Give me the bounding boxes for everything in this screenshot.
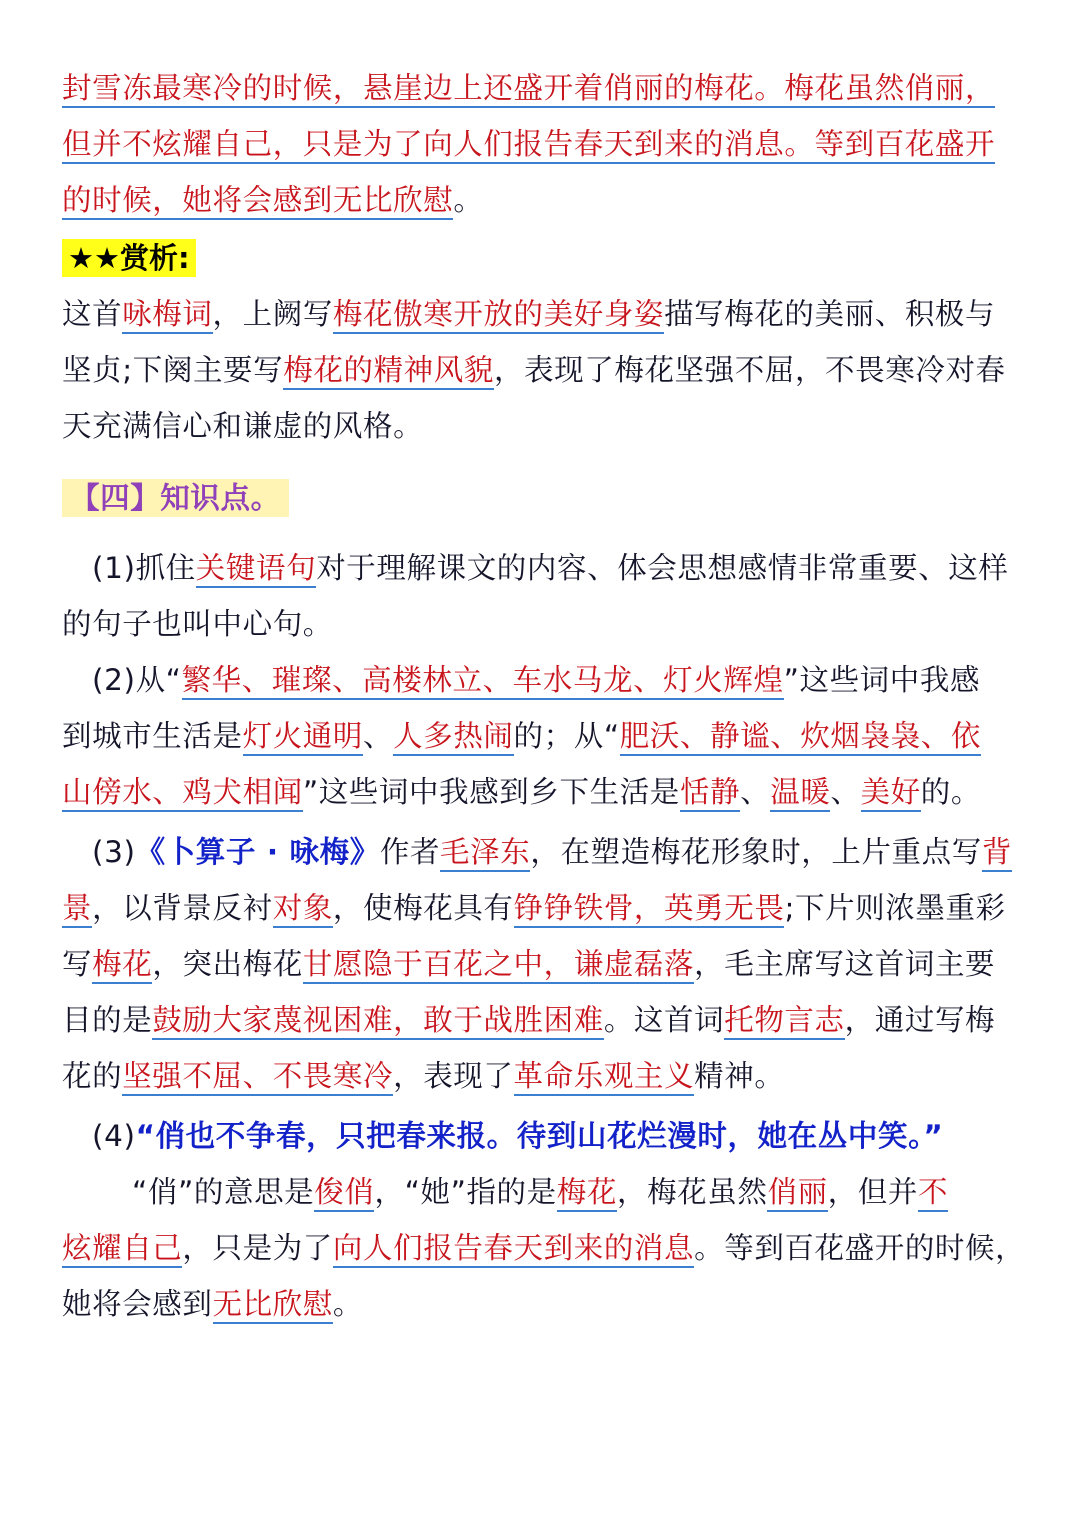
plain-text: (3): [92, 835, 136, 869]
underlined-text: 梅花的精神风貌: [283, 353, 494, 390]
underlined-text: 咏梅词: [122, 297, 212, 334]
plain-text: ，突出梅花: [152, 947, 303, 981]
plain-text: ，在塑造梅花形象时，上片重点写: [530, 835, 982, 869]
knowledge-point-3-line-2: [62, 886, 1020, 930]
plain-text: ，使梅花具有: [332, 891, 514, 925]
underlined-text: 关键语句: [196, 551, 316, 588]
knowledge-point-4-line-3: [62, 1226, 1026, 1270]
underlined-text: 甘愿隐于百花之中，谦虚磊落: [303, 947, 694, 984]
underlined-text: 革命乐观主义: [514, 1059, 695, 1096]
underlined-text: 封雪冻最寒冷的时候，悬崖边上还盛开着俏丽的梅花。梅花虽然俏丽，: [62, 71, 995, 108]
plain-text: 目的是: [62, 1003, 153, 1037]
poem-translation-line-1: [62, 66, 1020, 110]
knowledge-point-3-line-1: [92, 830, 1050, 874]
underlined-text: 背: [982, 835, 1012, 872]
plain-text: 花的: [62, 1059, 123, 1093]
plain-text: ，以背景反衬: [92, 891, 273, 925]
knowledge-point-2-line-3: [62, 770, 1020, 814]
underlined-text: 鼓励大家蔑视困难，敢于战胜困难: [152, 1003, 604, 1040]
plain-text: 、: [740, 775, 771, 809]
plain-text: 对于理解课文的内容、体会思想感情非常重要、这样: [316, 551, 1009, 585]
knowledge-point-4-line-4: [62, 1282, 1020, 1326]
plain-text: 天充满信心和谦虚的风格。: [62, 409, 424, 443]
knowledge-point-3-line-4: [62, 998, 1020, 1042]
appreciation-line-2: [62, 348, 1020, 392]
plain-text: ，通过写梅: [844, 1003, 996, 1037]
plain-text: ，上阙写: [212, 297, 333, 331]
plain-text: 、: [363, 719, 394, 753]
knowledge-point-2-line-2: [62, 714, 1020, 758]
poem-quote: “俏也不争春，只把春来报。待到山花烂漫时，她在丛中笑。”: [135, 1119, 944, 1153]
plain-text: 坚贞;下阕主要写: [62, 353, 284, 387]
plain-text: 到城市生活是: [62, 719, 243, 753]
underlined-text: 景: [62, 891, 92, 928]
underlined-text: 毛泽东: [440, 835, 530, 872]
knowledge-point-2-line-1: [92, 658, 1050, 702]
underlined-text: 繁华、璀璨、高楼林立、车水马龙、灯火辉煌: [182, 663, 784, 700]
underlined-text: 坚强不屈、不畏寒冷: [122, 1059, 393, 1096]
plain-text: 。: [332, 1287, 364, 1321]
underlined-text: 温暖: [770, 775, 830, 812]
underlined-text: 美好: [861, 775, 921, 812]
knowledge-point-1-line-2: [62, 602, 1020, 646]
appreciation-line-3: [62, 404, 1020, 448]
underlined-text: 但并不炫耀自己，只是为了向人们报告春天到来的消息。等到百花盛开: [62, 127, 995, 164]
plain-text: ”这些词中我感: [783, 663, 981, 697]
underlined-text: 人多热闹: [393, 719, 513, 756]
appreciation-heading-row: [62, 236, 1020, 280]
underlined-text: 梅花: [557, 1175, 617, 1212]
plain-text: 描写梅花的美丽、积极与: [664, 297, 996, 331]
poem-translation-line-3: [62, 178, 1020, 222]
plain-text: 作者: [379, 835, 441, 869]
knowledge-point-4-line-1: [92, 1114, 1050, 1158]
underlined-text: 肥沃、静谧、炊烟袅袅、依: [620, 719, 981, 756]
plain-text: ，但并: [827, 1175, 918, 1209]
appreciation-line-1: [62, 292, 1020, 336]
plain-text: ，梅花虽然: [616, 1175, 768, 1209]
underlined-text: 俊俏: [314, 1175, 374, 1212]
underlined-text: 的时候，她将会感到无比欣慰: [62, 183, 453, 220]
plain-text: 、: [830, 775, 861, 809]
plain-text: 的；从“: [513, 719, 620, 753]
plain-text: (1)抓住: [92, 551, 196, 585]
underlined-text: 恬静: [680, 775, 740, 812]
section-4-heading-row: [62, 476, 1020, 520]
underlined-text: 向人们报告春天到来的消息: [333, 1231, 694, 1268]
underlined-text: 俏丽: [767, 1175, 827, 1212]
underlined-text: 无比欣慰: [213, 1287, 333, 1324]
underlined-text: 铮铮铁骨，英勇无畏: [514, 891, 785, 928]
underlined-text: 对象: [273, 891, 333, 928]
plain-text: 精神。: [694, 1059, 785, 1093]
poem-translation-line-2: [62, 122, 1020, 166]
knowledge-point-1-line-1: [92, 546, 1050, 590]
plain-text: 这首: [62, 297, 123, 331]
section-4-heading: 【四】知识点。: [62, 479, 289, 517]
plain-text: (2)从“: [92, 663, 182, 697]
appreciation-heading: ★★赏析:: [62, 239, 196, 277]
underlined-text: 托物言志: [724, 1003, 844, 1040]
plain-text: 。等到百花盛开的时候，: [694, 1231, 1026, 1265]
plain-text: 她将会感到: [62, 1287, 213, 1321]
knowledge-point-4-line-2: [132, 1170, 1080, 1214]
knowledge-point-3-line-3: [62, 942, 1020, 986]
plain-text: (4): [92, 1119, 136, 1153]
plain-text: 写: [62, 947, 93, 981]
knowledge-point-3-line-5: [62, 1054, 1020, 1098]
plain-text: ，表现了梅花坚强不屈，不畏寒冷对春: [493, 353, 1006, 387]
plain-text: ，“她”指的是: [374, 1175, 557, 1209]
plain-text: 。这首词: [603, 1003, 725, 1037]
plain-text: 的句子也叫中心句。: [62, 607, 333, 641]
plain-text: ;下片则浓墨重彩: [784, 891, 1006, 925]
poem-title: 《卜算子 · 咏梅》: [135, 835, 380, 869]
plain-text: “俏”的意思是: [132, 1175, 315, 1209]
plain-text: 。: [453, 183, 484, 217]
underlined-text: 山傍水、鸡犬相闻: [62, 775, 303, 812]
plain-text: 的。: [920, 775, 981, 809]
underlined-text: 炫耀自己: [62, 1231, 182, 1268]
underlined-text: 灯火通明: [243, 719, 363, 756]
plain-text: ，毛主席写这首词主要: [694, 947, 996, 981]
plain-text: ，表现了: [393, 1059, 514, 1093]
underlined-text: 不: [918, 1175, 948, 1212]
plain-text: ，只是为了: [182, 1231, 333, 1265]
plain-text: ”这些词中我感到乡下生活是: [302, 775, 680, 809]
underlined-text: 梅花傲寒开放的美好身姿: [333, 297, 664, 334]
underlined-text: 梅花: [92, 947, 152, 984]
